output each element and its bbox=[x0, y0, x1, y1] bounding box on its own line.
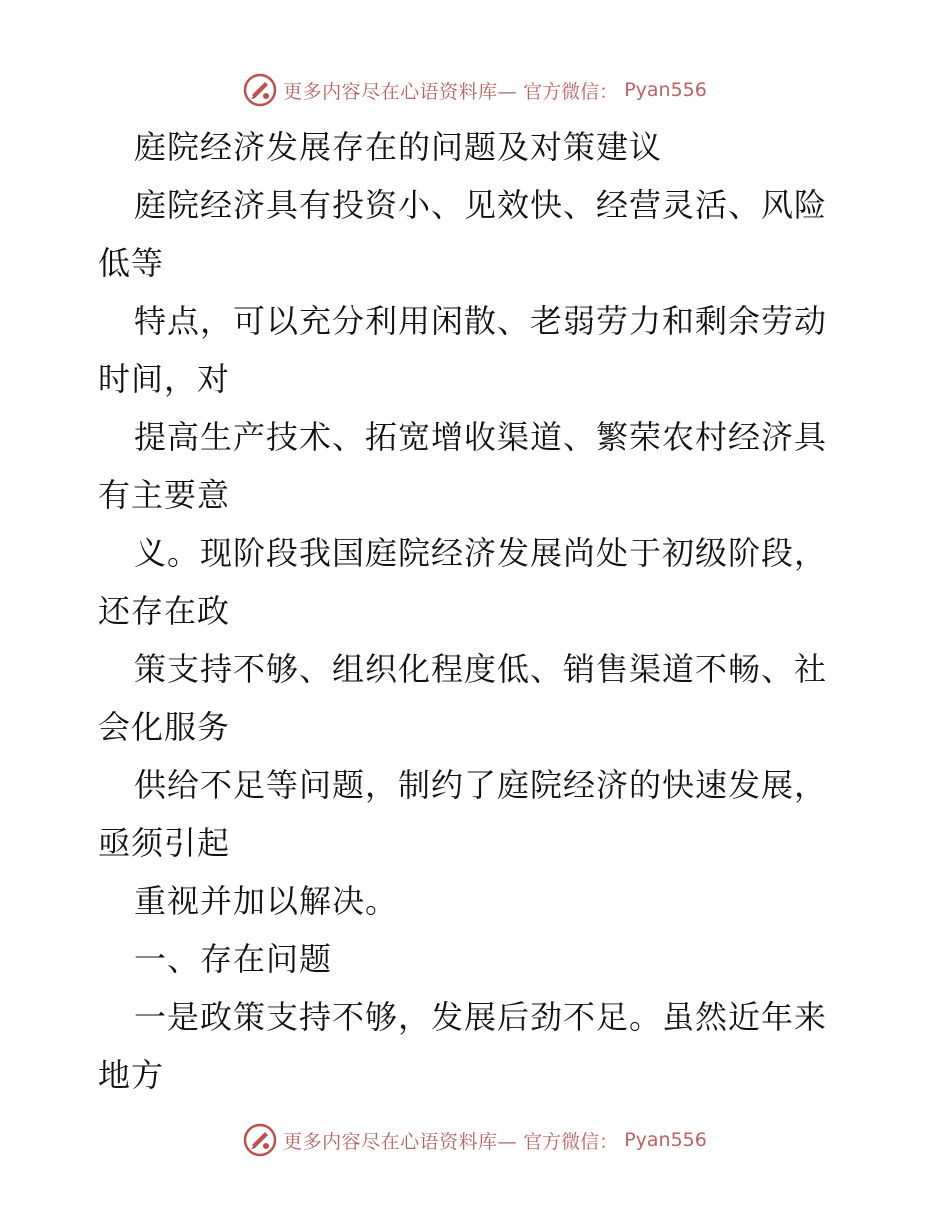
document-body bbox=[98, 118, 858, 1104]
footer-watermark-banner bbox=[0, 1120, 950, 1160]
document-line: 会化服务 bbox=[98, 708, 231, 746]
document-line: 策支持不够、组织化程度低、销售渠道不畅、社 bbox=[134, 650, 828, 688]
banner-text: 更多内容尽在心语资料库— bbox=[283, 80, 518, 103]
document-line: 一、存在问题 bbox=[134, 940, 333, 978]
document-line: 还存在政 bbox=[98, 592, 231, 630]
document-line: 供给不足等问题，制约了庭院经济的快速发展， bbox=[134, 766, 828, 804]
document-line: 庭院经济具有投资小、见效快、经营灵活、风险 bbox=[134, 186, 828, 224]
document-line: 重视并加以解决。 bbox=[134, 882, 399, 920]
header-watermark-banner bbox=[0, 70, 950, 110]
banner-wechat-id: Pyan556 bbox=[624, 79, 707, 101]
banner-wechat-label: 官方微信： bbox=[523, 1130, 619, 1153]
document-line: 有主要意 bbox=[98, 476, 231, 514]
document-line: 提高生产技术、拓宽增收渠道、繁荣农村经济具 bbox=[134, 418, 828, 456]
document-line: 低等 bbox=[98, 244, 165, 282]
document-line: 义。现阶段我国庭院经济发展尚处于初级阶段， bbox=[134, 534, 828, 572]
document-line: 时间，对 bbox=[98, 360, 231, 398]
red-seal-logo-icon bbox=[243, 73, 277, 107]
document-line: 一是政策支持不够，发展后劲不足。虽然近年来 bbox=[134, 998, 828, 1036]
banner-wechat-id: Pyan556 bbox=[624, 1129, 707, 1151]
document-line: 特点，可以充分利用闲散、老弱劳力和剩余劳动 bbox=[134, 302, 828, 340]
banner-text: 更多内容尽在心语资料库— bbox=[283, 1130, 518, 1153]
banner-wechat-label: 官方微信： bbox=[523, 80, 619, 103]
red-seal-logo-icon bbox=[243, 1123, 277, 1157]
document-line: 地方 bbox=[98, 1056, 165, 1094]
document-line: 庭院经济发展存在的问题及对策建议 bbox=[134, 128, 663, 166]
document-line: 亟须引起 bbox=[98, 824, 231, 862]
